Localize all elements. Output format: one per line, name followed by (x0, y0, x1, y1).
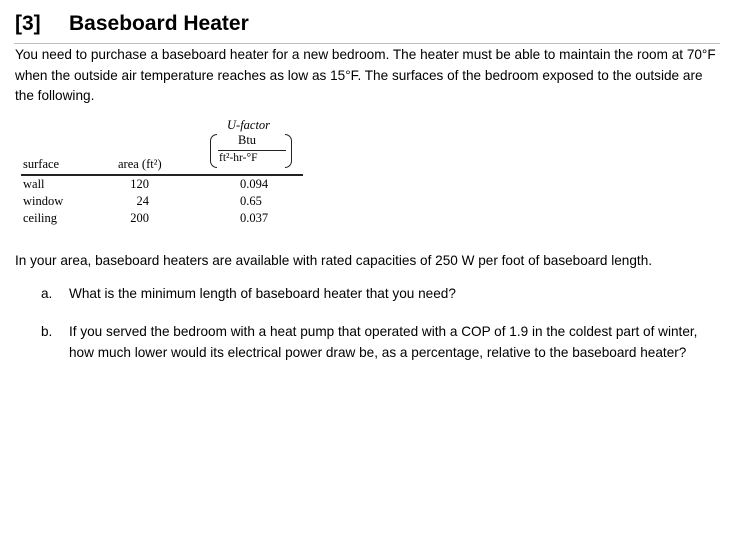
table-cell-area: 200 (130, 211, 149, 225)
surface-table (21, 118, 303, 230)
u-unit-numerator: Btu (238, 133, 257, 147)
question-text: What is the minimum length of baseboard heater that you need? (69, 286, 456, 301)
paren-right (285, 134, 292, 168)
table-cell-area: 120 (130, 177, 149, 191)
paren-left (210, 134, 217, 168)
heading-divider (14, 43, 720, 44)
table-cell-u: 0.094 (240, 177, 269, 191)
problem-intro: You need to purchase a baseboard heater for a new bedroom. The heater must be able to maintain the room at 70°F when the outside air temperature reaches as low as 15°F. The surfaces of the bedroom exposed to the outside are the following. (15, 47, 716, 103)
u-factor-label: U-factor (227, 118, 271, 132)
fraction-bar (218, 150, 286, 151)
table-cell-surface: window (23, 194, 64, 208)
table-cell-surface: wall (23, 177, 45, 191)
table-cell-u: 0.037 (240, 211, 269, 225)
table-cell-u: 0.65 (240, 194, 262, 208)
column-header-surface: surface (23, 157, 60, 171)
question-letter: a. (41, 286, 53, 301)
table-cell-surface: ceiling (23, 211, 58, 225)
problem-number: [3] (15, 12, 41, 35)
column-header-area: area (ft²) (118, 157, 162, 171)
question-text: If you served the bedroom with a heat pump that operated with a COP of 1.9 in the coldest part of winter, how much lower would its electrical power draw be, as a percentage, relative to the baseboard heater? (69, 324, 698, 360)
table-cell-area: 24 (136, 194, 149, 208)
u-unit-denominator: ft²-hr-°F (219, 152, 258, 164)
question-letter: b. (41, 324, 53, 339)
availability-text: In your area, baseboard heaters are available with rated capacities of 250 W per foot of baseboard length. (15, 253, 653, 268)
problem-heading (15, 12, 249, 36)
table-header-rule (21, 174, 303, 176)
problem-title: Baseboard Heater (69, 12, 249, 35)
